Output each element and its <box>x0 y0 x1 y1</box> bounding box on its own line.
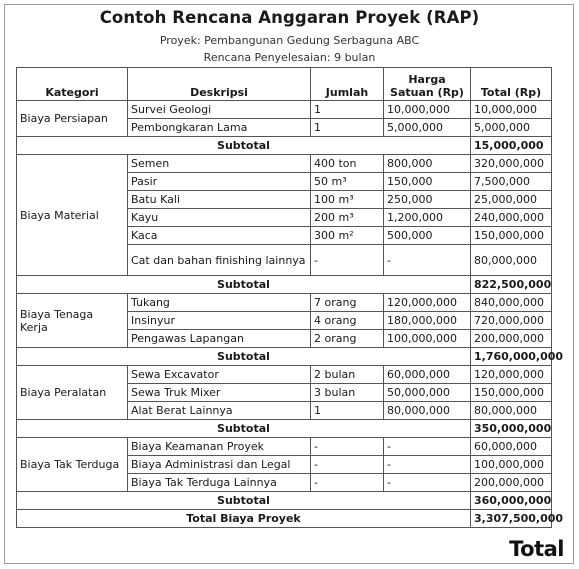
total-cell: 200,000,000 <box>471 330 552 348</box>
header-deskripsi: Deskripsi <box>128 68 311 101</box>
subtotal-row <box>17 276 552 294</box>
quantity-cell: 1 <box>311 402 384 420</box>
grand-total-row <box>17 510 552 528</box>
subtotal-value: 1,760,000,000 <box>471 348 552 366</box>
table-row <box>17 438 552 456</box>
unit-price-cell: 250,000 <box>384 191 471 209</box>
header-total: Total (Rp) <box>471 68 552 101</box>
unit-price-cell: 150,000 <box>384 173 471 191</box>
unit-price-cell: 500,000 <box>384 227 471 245</box>
quantity-cell: 300 m² <box>311 227 384 245</box>
description-cell: Pembongkaran Lama <box>128 119 311 137</box>
total-cell: 5,000,000 <box>471 119 552 137</box>
total-logo: Total <box>509 537 564 561</box>
subtotal-label: Subtotal <box>17 137 471 155</box>
subtotal-value: 350,000,000 <box>471 420 552 438</box>
project-name: Proyek: Pembangunan Gedung Serbaguna ABC <box>159 34 420 47</box>
category-cell: Biaya Persiapan <box>17 101 128 137</box>
unit-price-cell: 800,000 <box>384 155 471 173</box>
quantity-cell: 100 m³ <box>311 191 384 209</box>
quantity-cell: 1 <box>311 119 384 137</box>
budget-table <box>16 67 564 528</box>
quantity-cell: - <box>311 245 384 276</box>
category-cell: Biaya Tenaga Kerja <box>17 294 128 348</box>
subtotal-value: 15,000,000 <box>471 137 552 155</box>
unit-price-cell: - <box>384 438 471 456</box>
subtotal-label: Subtotal <box>17 276 471 294</box>
total-cell: 60,000,000 <box>471 438 552 456</box>
total-cell: 10,000,000 <box>471 101 552 119</box>
quantity-cell: 7 orang <box>311 294 384 312</box>
header-harga-satuan: Harga Satuan (Rp) <box>384 68 471 101</box>
description-cell: Insinyur <box>128 312 311 330</box>
description-cell: Pasir <box>128 173 311 191</box>
quantity-cell: 4 orang <box>311 312 384 330</box>
quantity-cell: - <box>311 438 384 456</box>
quantity-cell: 200 m³ <box>311 209 384 227</box>
unit-price-cell: 180,000,000 <box>384 312 471 330</box>
quantity-cell: 50 m³ <box>311 173 384 191</box>
subtotal-row <box>17 348 552 366</box>
document-title: Contoh Rencana Anggaran Proyek (RAP) <box>99 8 480 27</box>
project-duration: Rencana Penyelesaian: 9 bulan <box>203 51 376 64</box>
total-cell: 150,000,000 <box>471 227 552 245</box>
unit-price-cell: 5,000,000 <box>384 119 471 137</box>
quantity-cell: 1 <box>311 101 384 119</box>
grand-total-value: 3,307,500,000 <box>471 510 552 528</box>
unit-price-cell: - <box>384 245 471 276</box>
unit-price-cell: 120,000,000 <box>384 294 471 312</box>
description-cell: Semen <box>128 155 311 173</box>
total-cell: 80,000,000 <box>471 402 552 420</box>
total-cell: 320,000,000 <box>471 155 552 173</box>
unit-price-cell: 10,000,000 <box>384 101 471 119</box>
subtotal-label: Subtotal <box>17 420 471 438</box>
subtotal-row <box>17 420 552 438</box>
table-header-row <box>17 68 552 101</box>
quantity-cell: 400 ton <box>311 155 384 173</box>
description-cell: Batu Kali <box>128 191 311 209</box>
table-row <box>17 101 552 119</box>
total-cell: 150,000,000 <box>471 384 552 402</box>
unit-price-cell: 1,200,000 <box>384 209 471 227</box>
unit-price-cell: 100,000,000 <box>384 330 471 348</box>
quantity-cell: 2 bulan <box>311 366 384 384</box>
description-cell: Sewa Truk Mixer <box>128 384 311 402</box>
header-kategori: Kategori <box>17 68 128 101</box>
total-cell: 120,000,000 <box>471 366 552 384</box>
total-cell: 80,000,000 <box>471 245 552 276</box>
description-cell: Biaya Administrasi dan Legal <box>128 456 311 474</box>
description-cell: Sewa Excavator <box>128 366 311 384</box>
subtotal-label: Subtotal <box>17 348 471 366</box>
total-cell: 840,000,000 <box>471 294 552 312</box>
description-cell: Kayu <box>128 209 311 227</box>
category-cell: Biaya Peralatan <box>17 366 128 420</box>
subtotal-row <box>17 137 552 155</box>
unit-price-cell: - <box>384 456 471 474</box>
total-cell: 7,500,000 <box>471 173 552 191</box>
table-body <box>17 101 564 528</box>
quantity-cell: - <box>311 474 384 492</box>
subtotal-value: 360,000,000 <box>471 492 552 510</box>
grand-total-label: Total Biaya Proyek <box>17 510 471 528</box>
subtotal-label: Subtotal <box>17 492 471 510</box>
description-cell: Pengawas Lapangan <box>128 330 311 348</box>
subtotal-value: 822,500,000 <box>471 276 552 294</box>
header-jumlah: Jumlah <box>311 68 384 101</box>
quantity-cell: 3 bulan <box>311 384 384 402</box>
description-cell: Biaya Tak Terduga Lainnya <box>128 474 311 492</box>
unit-price-cell: 80,000,000 <box>384 402 471 420</box>
description-cell: Survei Geologi <box>128 101 311 119</box>
description-cell: Tukang <box>128 294 311 312</box>
quantity-cell: - <box>311 456 384 474</box>
total-cell: 720,000,000 <box>471 312 552 330</box>
total-cell: 100,000,000 <box>471 456 552 474</box>
table-row <box>17 294 552 312</box>
description-cell: Cat dan bahan finishing lainnya <box>128 245 311 276</box>
total-cell: 240,000,000 <box>471 209 552 227</box>
total-cell: 25,000,000 <box>471 191 552 209</box>
table-row <box>17 155 552 173</box>
unit-price-cell: - <box>384 474 471 492</box>
description-cell: Alat Berat Lainnya <box>128 402 311 420</box>
unit-price-cell: 60,000,000 <box>384 366 471 384</box>
quantity-cell: 2 orang <box>311 330 384 348</box>
unit-price-cell: 50,000,000 <box>384 384 471 402</box>
category-cell: Biaya Material <box>17 155 128 276</box>
description-cell: Biaya Keamanan Proyek <box>128 438 311 456</box>
category-cell: Biaya Tak Terduga <box>17 438 128 492</box>
total-cell: 200,000,000 <box>471 474 552 492</box>
subtotal-row <box>17 492 552 510</box>
table-row <box>17 366 552 384</box>
description-cell: Kaca <box>128 227 311 245</box>
